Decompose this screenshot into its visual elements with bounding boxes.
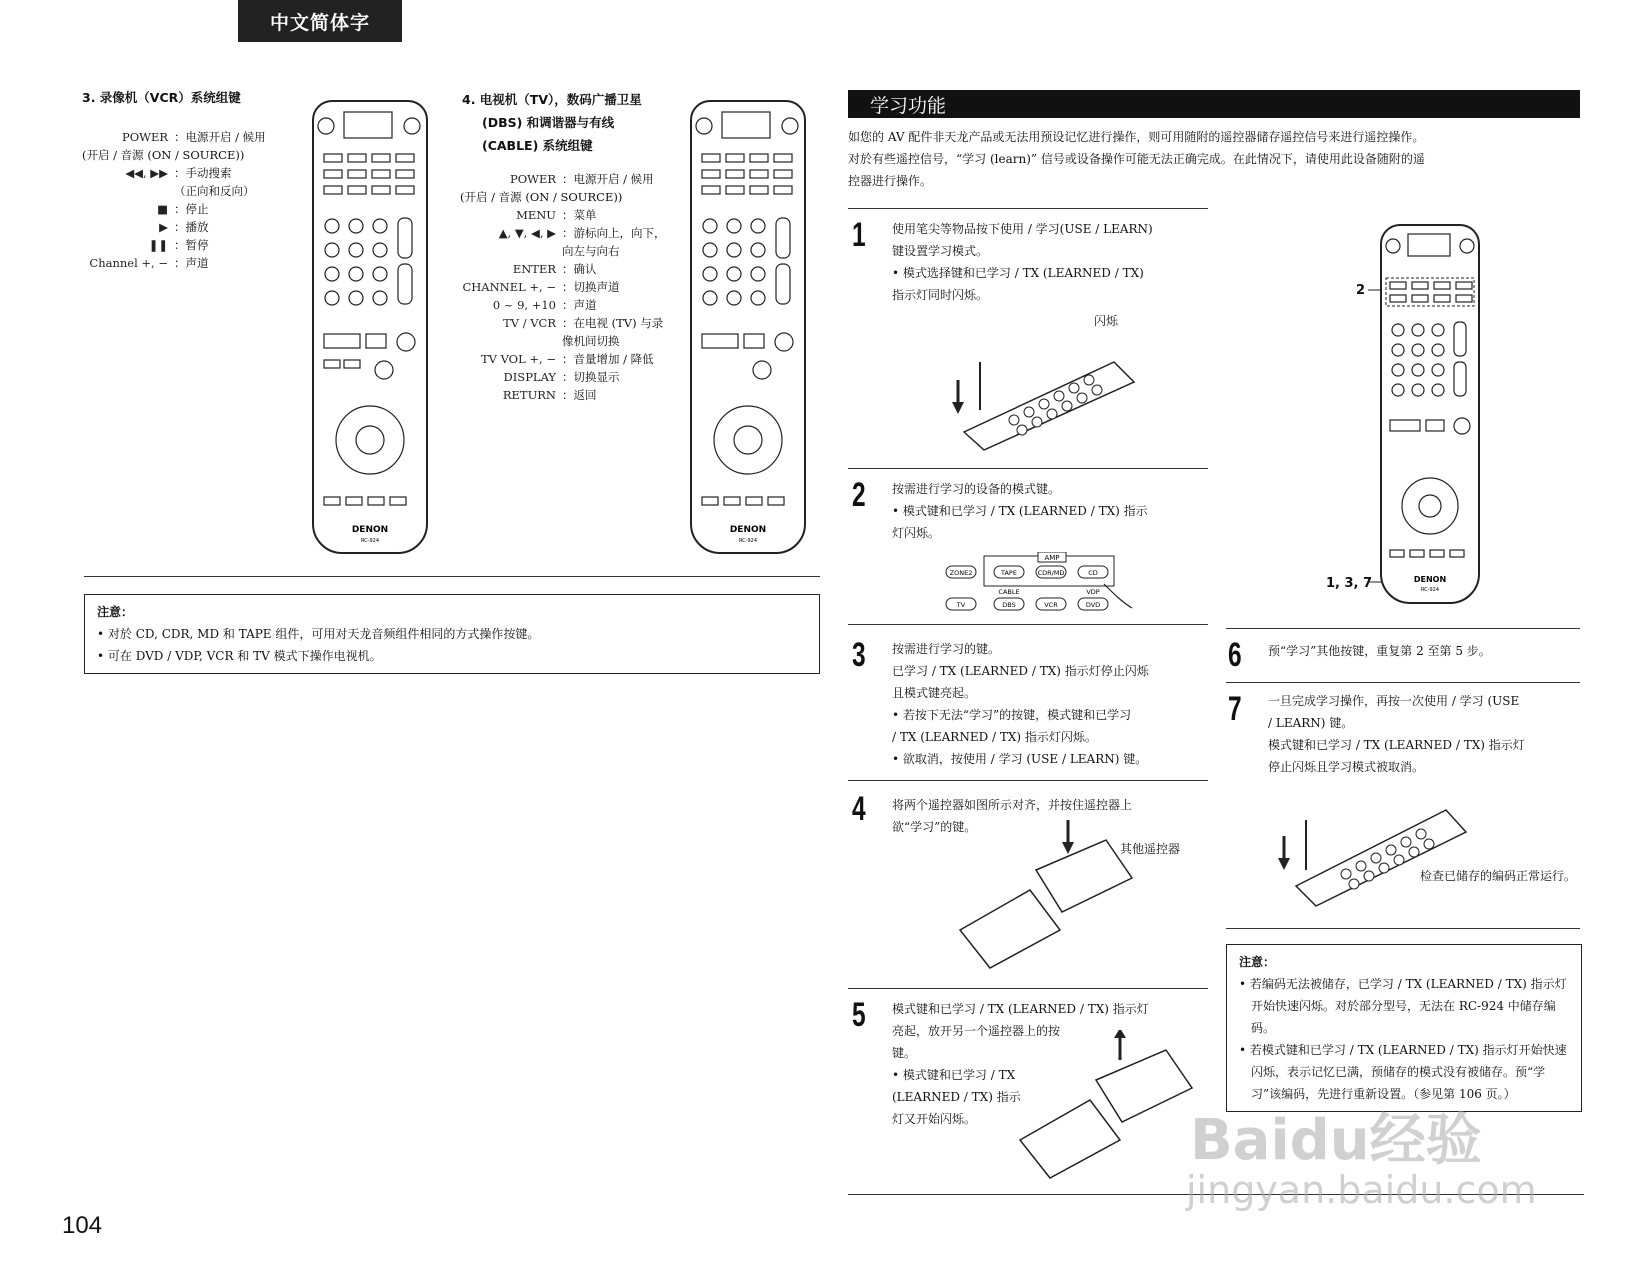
- key-row: [82, 146, 292, 164]
- divider: [848, 624, 1208, 625]
- step-number: 1: [852, 216, 866, 254]
- step-line: • 模式键和已学习 / TX: [892, 1068, 1016, 1082]
- key-desc: ：确认: [562, 262, 597, 276]
- cable-label: CABLE: [998, 588, 1020, 596]
- key-name: ▶: [159, 220, 168, 234]
- key-row: [460, 332, 690, 350]
- remote-model: RC-924: [738, 538, 758, 544]
- key-row: [460, 350, 690, 368]
- callout-1-3-7: 1, 3, 7: [1326, 576, 1373, 591]
- tv-key-list: [460, 170, 690, 404]
- remote-model: RC-924: [1420, 587, 1440, 593]
- step-number: 3: [852, 636, 866, 674]
- key-name: ■: [157, 202, 168, 216]
- blink-caption: 闪烁: [1094, 314, 1119, 328]
- key-desc: ：切换显示: [562, 370, 620, 384]
- tv-key: TV: [956, 601, 966, 609]
- key-desc: ：电源开启 / 候用: [562, 172, 654, 186]
- step-line: / TX (LEARNED / TX) 指示灯闪烁。: [892, 730, 1097, 744]
- key-name: TV VOL +, −: [480, 352, 556, 366]
- callout-2: 2: [1356, 283, 1366, 298]
- key-desc: ：暂停: [174, 238, 209, 252]
- divider: [1226, 682, 1580, 683]
- remote-drawing: [1382, 226, 1478, 602]
- key-name: POWER: [121, 130, 168, 144]
- note-title: 注意：: [1239, 955, 1276, 969]
- watermark-logo: Baidu经验: [1190, 1108, 1482, 1173]
- step-line: 将两个遥控器如图所示对齐，并按住遥控器上: [892, 798, 1133, 812]
- dbs-key: DBS: [1002, 601, 1016, 609]
- key-desc: 像机间切换: [562, 334, 620, 348]
- note-item: • 若模式键和已学习 / TX (LEARNED / TX) 指示灯开始快速闪烁，表示记忆已满，预储存的模式没有被储存。预“学习”该编码，先进行重新设置。（参见第 106 页。）: [1239, 1043, 1567, 1101]
- key-desc: ：音量增加 / 降低: [562, 352, 654, 366]
- key-desc: ：菜单: [562, 208, 597, 222]
- key-desc: ：声道: [562, 298, 597, 312]
- key-name: RETURN: [502, 388, 556, 402]
- cd-key: CD: [1088, 569, 1098, 577]
- divider: [848, 208, 1208, 209]
- key-row: [82, 200, 292, 218]
- two-remotes-illustration: [950, 820, 1140, 970]
- tape-key: TAPE: [1001, 569, 1017, 577]
- step-line: 键设置学习模式。: [892, 244, 989, 258]
- divider: [848, 988, 1208, 989]
- step-2-text: [892, 478, 1212, 544]
- step-line: 按需进行学习的键。: [892, 642, 1001, 656]
- check-caption: 检查已储存的编码正常运行。: [1420, 869, 1577, 883]
- step-line: 已学习 / TX (LEARNED / TX) 指示灯停止闪烁: [892, 664, 1149, 678]
- step-line: 且模式键亮起。: [892, 686, 977, 700]
- release-remotes-illustration: [1010, 1030, 1200, 1180]
- key-desc: 向左与向右: [562, 244, 620, 258]
- key-row: [460, 242, 690, 260]
- key-name: ❚❚: [148, 238, 168, 252]
- step-3-text: [892, 638, 1212, 770]
- step-line: • 模式选择键和已学习 / TX (LEARNED / TX): [892, 266, 1144, 280]
- remote-illustration-learn: [1380, 224, 1480, 604]
- key-desc: ：游标向上，向下，: [562, 226, 666, 240]
- key-row: [82, 182, 292, 200]
- key-desc: ：电源开启 / 候用: [174, 130, 266, 144]
- key-row: [82, 218, 292, 236]
- step-line: • 若按下无法“学习”的按键，模式键和已学习: [892, 708, 1132, 722]
- key-row: [82, 254, 292, 272]
- key-desc: ：手动搜索: [174, 166, 232, 180]
- tv-section-title: [462, 88, 642, 157]
- intro-line: 如您的 AV 配件非天龙产品或无法用预设记忆进行操作，则可用随附的遥控器储存遥控信号来进行遥控操作。: [848, 130, 1425, 144]
- mode-keys-illustration: [944, 552, 1154, 612]
- check-remote-illustration: [1276, 790, 1476, 910]
- step-line: • 欲取消，按使用 / 学习 (USE / LEARN) 键。: [892, 752, 1148, 766]
- key-row: [460, 386, 690, 404]
- vdp-label: VDP: [1086, 588, 1100, 596]
- divider: [1226, 628, 1580, 629]
- callout-lines: [1368, 280, 1382, 590]
- amp-label: AMP: [1044, 554, 1060, 562]
- key-name: 0 ~ 9, +10: [492, 298, 556, 312]
- key-desc: ：切换声道: [562, 280, 620, 294]
- tv-title-line-1: 4. 电视机（TV），数码广播卫星: [462, 92, 642, 107]
- remote-display: [722, 112, 770, 138]
- step-line: 模式键和已学习 / TX (LEARNED / TX) 指示灯: [892, 1002, 1149, 1016]
- divider: [84, 576, 820, 577]
- key-name: POWER: [509, 172, 556, 186]
- key-name: ▲, ▼, ◀, ▶: [498, 226, 556, 240]
- step-line: (LEARNED / TX) 指示: [892, 1090, 1021, 1104]
- key-desc: （正向和反向）: [174, 184, 255, 198]
- source-button: [782, 118, 798, 134]
- remote-model: RC-924: [360, 538, 380, 544]
- step-line: 模式键和已学习 / TX (LEARNED / TX) 指示灯: [1268, 738, 1525, 752]
- dvd-key: DVD: [1085, 601, 1101, 609]
- remote-illustration-tv: [690, 100, 806, 554]
- key-row: [460, 296, 690, 314]
- key-row: [460, 224, 690, 242]
- remote-pen-illustration: [944, 332, 1144, 452]
- step-line: 亮起，放开另一个遥控器上的按: [892, 1024, 1061, 1038]
- key-desc: ：声道: [174, 256, 209, 270]
- note-right: [1226, 944, 1582, 1112]
- note-item: • 对於 CD, CDR, MD 和 TAPE 组件，可用对天龙音频组件相同的方式操作按键。: [97, 627, 540, 641]
- step-number: 6: [1228, 636, 1242, 674]
- key-desc: (开启 / 音源 (ON / SOURCE)): [460, 190, 623, 204]
- cdr-md-key: CDR/MD: [1037, 569, 1065, 577]
- watermark-url: jingyan.baidu.com: [1186, 1168, 1537, 1212]
- key-row: [460, 278, 690, 296]
- power-button: [696, 118, 712, 134]
- step-line: 预“学习”其他按键，重复第 2 至第 5 步。: [1268, 644, 1491, 658]
- key-name: ENTER: [512, 262, 556, 276]
- note-title: 注意：: [97, 605, 134, 619]
- step-number: 4: [852, 790, 866, 828]
- tv-title-line-2: (DBS) 和调谐器与有线: [482, 115, 615, 130]
- key-desc: ：返回: [562, 388, 597, 402]
- intro-line: 控器进行操作。: [848, 174, 933, 188]
- step-line: 灯又开始闪烁。: [892, 1112, 977, 1126]
- page-number: 104: [62, 1212, 103, 1239]
- step-line: 欲“学习”的键。: [892, 820, 977, 834]
- step-number: 7: [1228, 690, 1242, 728]
- button-grid: [324, 154, 415, 505]
- step-line: 指示灯同时闪烁。: [892, 288, 989, 302]
- step-number: 2: [852, 476, 866, 514]
- zone2-key: ZONE2: [949, 569, 973, 577]
- step-line: / LEARN) 键。: [1268, 716, 1354, 730]
- key-desc: ：在电视 (TV) 与录: [562, 316, 664, 330]
- remote-drawing: [314, 102, 426, 552]
- step-line: 按需进行学习的设备的模式键。: [892, 482, 1061, 496]
- learn-intro: [848, 126, 1584, 192]
- button-grid: [702, 154, 793, 505]
- key-row: [460, 368, 690, 386]
- key-row: [460, 170, 690, 188]
- vcr-key: VCR: [1044, 601, 1058, 609]
- remote-brand: DENON: [351, 525, 389, 535]
- intro-line: 对於有些遥控信号，“学习 (learn)” 信号或设备操作可能无法正确完成。在此情况下，请使用此设备随附的遥: [848, 152, 1425, 166]
- key-name: TV / VCR: [503, 316, 556, 330]
- key-name: CHANNEL +, −: [462, 280, 556, 294]
- key-name: ◀◀, ▶▶: [125, 166, 168, 180]
- key-desc: ：停止: [174, 202, 209, 216]
- remote-display: [344, 112, 392, 138]
- step-line: 使用笔尖等物品按下使用 / 学习(USE / LEARN): [892, 222, 1153, 236]
- key-row: [82, 128, 292, 146]
- step-line: 灯闪烁。: [892, 526, 941, 540]
- remote-illustration-vcr: [312, 100, 428, 554]
- key-row: [460, 188, 690, 206]
- remote-brand: DENON: [1413, 575, 1447, 584]
- note-item: • 可在 DVD / VDP, VCR 和 TV 模式下操作电视机。: [97, 649, 382, 663]
- key-row: [82, 164, 292, 182]
- step-line: 键。: [892, 1046, 917, 1060]
- note-left: [84, 594, 820, 674]
- vcr-key-list: [82, 128, 292, 272]
- key-name: MENU: [516, 208, 556, 222]
- key-name: DISPLAY: [503, 370, 556, 384]
- key-row: [82, 236, 292, 254]
- key-row: [460, 206, 690, 224]
- learn-title-bar: 学习功能: [848, 90, 1580, 118]
- note-item: • 若编码无法被储存，已学习 / TX (LEARNED / TX) 指示灯开始快速闪烁。对於部分型号，无法在 RC-924 中储存编码。: [1239, 977, 1567, 1035]
- step-7-text: [1268, 690, 1584, 778]
- remote-brand: DENON: [729, 525, 767, 535]
- key-desc: ：播放: [174, 220, 209, 234]
- other-remote-caption: 其他遥控器: [1120, 842, 1181, 856]
- step-line: 一旦完成学习操作，再按一次使用 / 学习 (USE: [1268, 694, 1520, 708]
- step-number: 5: [852, 996, 866, 1034]
- step-line: 停止闪烁且学习模式被取消。: [1268, 760, 1425, 774]
- key-row: [460, 314, 690, 332]
- language-tab: 中文简体字: [238, 0, 402, 42]
- key-name: Channel +, −: [89, 256, 168, 270]
- step-line: • 模式键和已学习 / TX (LEARNED / TX) 指示: [892, 504, 1148, 518]
- divider: [1226, 928, 1580, 929]
- step-1-text: [892, 218, 1212, 306]
- divider: [848, 468, 1208, 469]
- key-desc: (开启 / 音源 (ON / SOURCE)): [82, 148, 245, 162]
- divider: [848, 780, 1208, 781]
- vcr-section-title: 3. 录像机（VCR）系统组键: [82, 90, 241, 105]
- power-button: [318, 118, 334, 134]
- step-6-text: [1268, 640, 1584, 662]
- tv-title-line-3: (CABLE) 系统组键: [482, 138, 593, 153]
- source-button: [404, 118, 420, 134]
- key-row: [460, 260, 690, 278]
- remote-drawing: [692, 102, 804, 552]
